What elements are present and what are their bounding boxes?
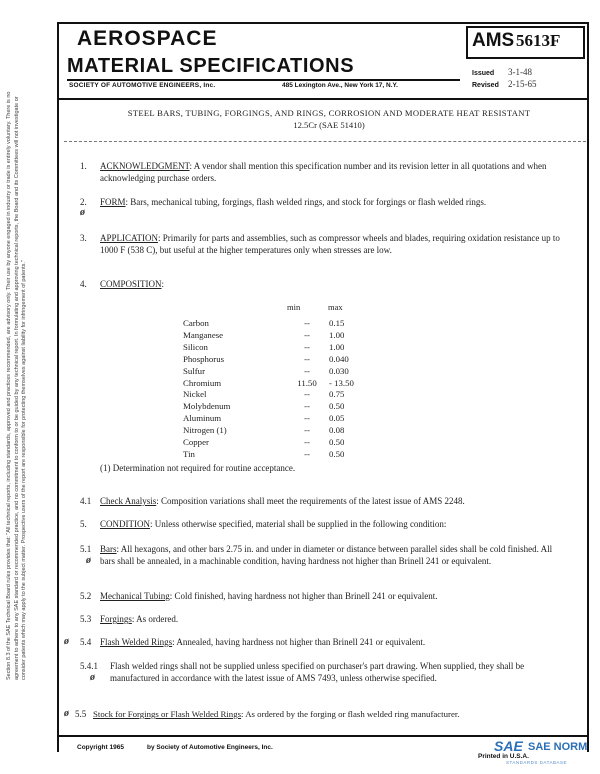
revision-mark: ø <box>80 207 85 218</box>
title-divider <box>64 141 586 142</box>
section-4-1-heading: Check Analysis <box>100 496 157 506</box>
composition-element: Nickel <box>183 389 207 400</box>
sae-logo-icon: SAE <box>494 738 523 754</box>
section-5-3-number: 5.3 <box>80 614 92 624</box>
composition-max: - 13.50 <box>329 377 354 388</box>
composition-min: -- <box>304 437 310 448</box>
ams-prefix: AMS <box>472 30 515 51</box>
section-5-3-heading: Forgings <box>100 614 132 624</box>
section-4-1-paragraph <box>100 496 570 508</box>
section-5-text: : Unless otherwise specified, material shall be supplied in the following condition: <box>150 519 447 529</box>
composition-element: Molybdenum <box>183 401 231 412</box>
section-5-paragraph <box>100 519 570 531</box>
section-5-1-heading: Bars <box>100 544 117 554</box>
composition-max: 0.040 <box>329 353 349 364</box>
composition-row <box>183 389 369 401</box>
issued-date: 3-1-48 <box>508 67 532 77</box>
composition-element: Sulfur <box>183 365 205 376</box>
composition-row <box>183 425 369 437</box>
composition-element: Copper <box>183 437 209 448</box>
composition-element: Manganese <box>183 329 224 340</box>
composition-max: 0.50 <box>329 401 345 412</box>
section-5-5-number: 5.5 <box>75 709 87 719</box>
section-5-2-heading: Mechanical Tubing <box>100 591 170 601</box>
composition-element: Phosphorus <box>183 353 225 364</box>
composition-element: Aluminum <box>183 413 222 424</box>
sae-norm-watermark: SAE NORM <box>528 741 588 753</box>
composition-min: -- <box>304 353 310 364</box>
ams-number: 5613F <box>516 31 561 50</box>
section-5-2-paragraph <box>100 591 566 603</box>
composition-max: 0.50 <box>329 437 345 448</box>
composition-min: -- <box>304 329 310 340</box>
composition-min: -- <box>304 401 310 412</box>
composition-min: -- <box>304 318 310 328</box>
section-1-number: 1. <box>80 161 87 171</box>
section-5-5-heading: Stock for Forgings or Flash Welded Rings <box>93 709 242 719</box>
section-5-3-paragraph <box>100 614 566 626</box>
section-3-heading: APPLICATION <box>100 233 159 243</box>
composition-row <box>183 342 369 354</box>
composition-min: 11.50 <box>297 377 317 388</box>
section-5-1-text: : All hexagons, and other bars 2.75 in. and under in diameter or distance between parallel sides shall be cold finished. All bars shall be annealed, in a machinable condition, having hardness not higher than Brinell 241 or equivalent. <box>100 544 553 566</box>
section-5-2-number: 5.2 <box>80 591 92 601</box>
section-5-4-1-number: 5.4.1 <box>80 661 98 671</box>
footer-society: by Society of Automotive Engineers, Inc. <box>147 744 273 751</box>
composition-min: -- <box>304 389 310 400</box>
composition-min: -- <box>304 413 310 424</box>
section-2-number: 2. <box>80 197 87 207</box>
composition-max: 0.15 <box>329 318 345 328</box>
composition-max: 0.05 <box>329 413 345 424</box>
section-5-5-paragraph <box>93 709 583 721</box>
section-4-heading: COMPOSITION <box>100 279 162 289</box>
composition-row <box>183 354 369 366</box>
revised-label: Revised <box>472 82 499 89</box>
footer-printed: Printed in U.S.A. <box>478 753 529 760</box>
composition-row <box>183 449 369 461</box>
document-subtitle: 12.5Cr (SAE 51410) <box>293 120 365 130</box>
composition-footnote: (1) Determination not required for routine acceptance. <box>100 463 296 473</box>
section-4-paragraph <box>100 279 300 291</box>
section-4-number: 4. <box>80 279 87 289</box>
composition-row <box>183 378 369 390</box>
section-1-text: : A vendor shall mention this specification number and its revision letter in all quotations and when acknowledging purchase orders. <box>100 161 547 183</box>
composition-element: Silicon <box>183 341 208 352</box>
composition-min: -- <box>304 425 310 436</box>
section-4-1-text: : Composition variations shall meet the requirements of the latest issue of AMS 2248. <box>156 496 465 506</box>
composition-max: 0.50 <box>329 448 345 459</box>
section-5-1-paragraph <box>100 544 566 567</box>
section-4-text: : <box>161 279 165 289</box>
page-border-left <box>57 22 59 752</box>
section-2-text: : Bars, mechanical tubing, forgings, flash welded rings, and stock for forgings or flash welded rings. <box>125 197 487 207</box>
composition-element: Chromium <box>183 377 222 388</box>
section-1-paragraph <box>100 161 562 184</box>
composition-element: Nitrogen (1) <box>183 425 227 436</box>
section-4-1-number: 4.1 <box>80 496 92 506</box>
composition-row <box>183 413 369 425</box>
header-society: SOCIETY OF AUTOMOTIVE ENGINEERS, Inc. <box>69 82 216 89</box>
composition-element: Tin <box>183 448 195 459</box>
header-title-material-specifications: MATERIAL SPECIFICATIONS <box>67 55 355 77</box>
composition-min: -- <box>304 365 310 376</box>
header-address: 485 Lexington Ave., New York 17, N.Y. <box>282 82 398 89</box>
side-legal-note: Section 8.3 of the SAE Technical Board rules provides that: "All technical reports, including standards, approved and practices recommended, are advisory only. Their use by anyone engaged in industry or trade is entirely voluntary. There is no agreement to adhere to any SAE standard or recommended practice, and no commitment to conform to or be guided by any technical report. In formulating and approving technical reports, the Board and its Committees will not investigate or consider patents which may apply to the subject matter. Prospective users of the report are responsible for protecting themselves against liability for infringement of patents." <box>6 91 28 680</box>
composition-row <box>183 401 369 413</box>
composition-table <box>183 318 369 461</box>
composition-max: 0.08 <box>329 425 345 436</box>
composition-min: -- <box>304 341 310 352</box>
document-title: STEEL BARS, TUBING, FORGINGS, AND RINGS, CORROSION AND MODERATE HEAT RESISTANT <box>127 108 531 118</box>
composition-table-body <box>183 318 369 461</box>
page-border-right <box>587 22 589 752</box>
section-2-heading: FORM <box>100 197 126 207</box>
composition-max: 1.00 <box>329 341 345 352</box>
revision-mark: ø <box>64 636 69 647</box>
section-5-heading: CONDITION <box>100 519 150 529</box>
composition-min: -- <box>304 448 310 459</box>
header-rule <box>67 79 460 81</box>
header-title-aerospace: AEROSPACE <box>77 27 218 50</box>
section-3-number: 3. <box>80 233 87 243</box>
section-5-4-number: 5.4 <box>80 637 92 647</box>
composition-col-max: max <box>328 302 343 312</box>
revision-mark: ø <box>64 708 69 719</box>
issued-label: Issued <box>472 70 495 77</box>
section-3-text: : Primarily for parts and assemblies, such as compressor wheels and blades, requiring oxidation resistance up to 1000 F (538 C), but useful at the higher temperatures only when stresses are low. <box>100 233 560 255</box>
section-5-2-text: : Cold finished, having hardness not higher than Brinell 241 or equivalent. <box>169 591 438 601</box>
section-3-paragraph <box>100 233 566 256</box>
section-1-heading: ACKNOWLEDGMENT <box>100 161 190 171</box>
composition-element: Carbon <box>183 318 209 328</box>
header-border-bottom <box>57 98 589 100</box>
section-5-4-1-text: Flash welded rings shall not be supplied unless specified on purchaser's part drawing. When supplied, they shall be manufactured in accordance with the latest issue of AMS 7493, unless otherwise specified. <box>110 661 525 683</box>
section-5-4-paragraph <box>100 637 566 649</box>
composition-max: 1.00 <box>329 329 345 340</box>
composition-row <box>183 437 369 449</box>
composition-row <box>183 318 369 330</box>
revision-mark: ø <box>90 672 95 683</box>
composition-row <box>183 366 369 378</box>
section-5-5-text: : As ordered by the forging or flash welded ring manufacturer. <box>241 709 460 719</box>
section-5-number: 5. <box>80 519 87 529</box>
page-border-bottom <box>57 735 589 737</box>
section-5-3-text: : As ordered. <box>131 614 179 624</box>
composition-row <box>183 330 369 342</box>
section-5-1-number: 5.1 <box>80 544 92 554</box>
header-border-top <box>57 22 589 24</box>
composition-max: 0.75 <box>329 389 345 400</box>
composition-col-min: min <box>287 302 301 312</box>
composition-max: 0.030 <box>329 365 349 376</box>
revision-mark: ø <box>86 555 91 566</box>
section-2-paragraph <box>100 197 562 209</box>
sae-norm-subtitle: STANDARDS DATABASE <box>506 760 568 765</box>
section-5-4-heading: Flash Welded Rings <box>100 637 173 647</box>
section-5-4-text: : Annealed, having hardness not higher than Brinell 241 or equivalent. <box>172 637 426 647</box>
footer-copyright: Copyright 1965 <box>77 744 124 751</box>
revised-date: 2-15-65 <box>508 79 537 89</box>
